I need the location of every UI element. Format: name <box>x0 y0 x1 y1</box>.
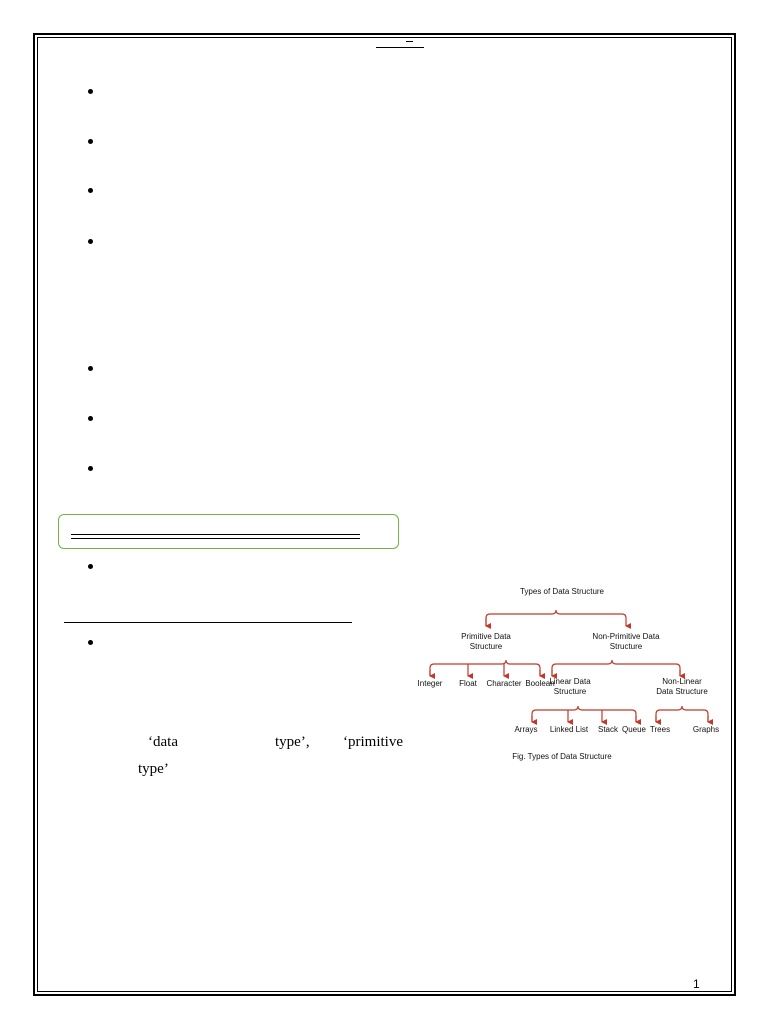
body-word: type’, <box>275 734 310 750</box>
bullet-point <box>87 465 95 473</box>
page-number: 1 <box>693 977 700 991</box>
node-primitive-line2: Structure <box>469 642 503 651</box>
node-boolean: Boolean <box>525 679 555 688</box>
node-trees: Trees <box>649 725 671 734</box>
node-linear-line1: Linear Data <box>549 677 591 686</box>
double-underline <box>71 534 360 539</box>
body-word: type’ <box>138 761 169 777</box>
bullet-point <box>87 563 95 571</box>
node-non-primitive-line2: Structure <box>609 642 643 651</box>
bullet-point <box>87 138 95 146</box>
bullet-point <box>87 187 95 195</box>
title-dash <box>406 41 413 42</box>
bullet-point <box>87 238 95 246</box>
bullet-point <box>87 365 95 373</box>
node-non-primitive-line1: Non-Primitive Data <box>592 632 660 641</box>
node-queue: Queue <box>621 725 647 734</box>
figure-caption: Fig. Types of Data Structure <box>512 752 612 761</box>
node-character: Character <box>486 679 522 688</box>
bullet-point <box>87 639 95 647</box>
node-non-linear-line1: Non-Linear <box>662 677 702 686</box>
title-underline <box>376 47 424 48</box>
diagram-connectors <box>430 610 708 722</box>
node-graphs: Graphs <box>692 725 720 734</box>
bullet-point <box>87 88 95 96</box>
diagram-svg <box>412 580 724 770</box>
bullet-point <box>87 415 95 423</box>
subheading-underline <box>64 622 352 623</box>
node-stack: Stack <box>597 725 619 734</box>
node-float: Float <box>459 679 477 688</box>
node-primitive-line1: Primitive Data <box>461 632 511 641</box>
section-heading-box <box>58 514 399 549</box>
node-root: Types of Data Structure <box>519 587 605 596</box>
node-integer: Integer <box>417 679 443 688</box>
node-linked-list: Linked List <box>549 725 589 734</box>
node-non-linear-line2: Data Structure <box>656 687 708 696</box>
node-arrays: Arrays <box>514 725 538 734</box>
body-word: ‘data <box>148 734 178 750</box>
data-structure-diagram <box>412 580 724 770</box>
node-linear-line2: Structure <box>553 687 587 696</box>
body-word: ‘primitive <box>343 734 403 750</box>
